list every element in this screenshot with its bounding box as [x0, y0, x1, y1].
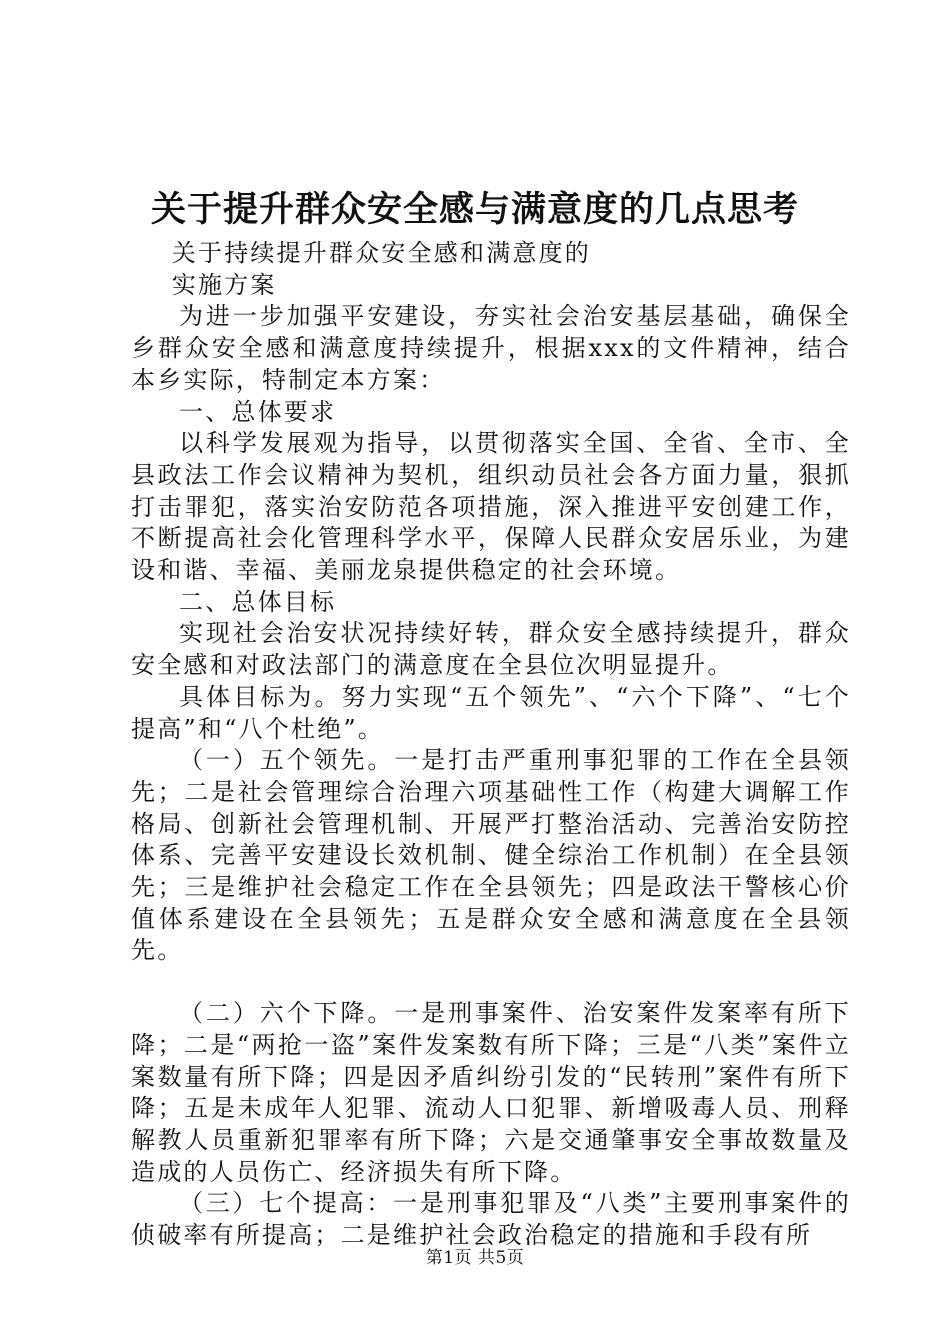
document-body: [131, 238, 851, 1252]
specific-goals-paragraph: 具体目标为。努力实现“五个领先”、“六个下降”、“七个提高”和“八个杜绝”。: [131, 682, 851, 743]
page-footer: 第1页 共5页: [425, 1248, 525, 1268]
document-title: 关于提升群众安全感与满意度的几点思考: [150, 189, 799, 230]
general-goals-paragraph: 实现社会治安状况持续好转，群众安全感持续提升，群众安全感和对政法部门的满意度在全县位次明显提升。: [131, 619, 851, 680]
subtitle-line-2: 实施方案: [171, 270, 277, 299]
section-heading-general-goals: 二、总体目标: [179, 587, 337, 616]
intro-paragraph: 为进一步加强平安建设，夯实社会治安基层基础，确保全乡群众安全感和满意度持续提升，根据xxx的文件精神，结合本乡实际，特制定本方案：: [131, 302, 851, 394]
six-declines-paragraph: （二）六个下降。一是刑事案件、治安案件发案率有所下降；二是“两抢一盗”案件发案数有所下降；三是“八类”案件立案数量有所下降；四是因矛盾纠纷引发的“民转刑”案件有所下降；五是未成年人犯罪、流动人口犯罪、新增吸毒人员、刑释解教人员重新犯罪率有所下降；六是交通肇事安全事故数量及造成的人员伤亡、经济损失有所下降。: [131, 999, 851, 1186]
five-leads-paragraph: （一）五个领先。一是打击严重刑事犯罪的工作在全县领先；二是社会管理综合治理六项基础性工作（构建大调解工作格局、创新社会管理机制、开展严打整治活动、完善治安防控体系、完善平安建设长效机制、健全综治工作机制）在全县领先；三是维护社会稳定工作在全县领先；四是政法干警核心价值体系建设在全县领先；五是群众安全感和满意度在全县领先。: [131, 746, 851, 965]
general-requirements-paragraph: 以科学发展观为指导，以贯彻落实全国、全省、全市、全县政法工作会议精神为契机，组织动员社会各方面力量，狠抓打击罪犯，落实治安防范各项措施，深入推进平安创建工作，不断提高社会化管理科学水平，保障人民群众安居乐业，为建设和谐、幸福、美丽龙泉提供稳定的社会环境。: [131, 429, 851, 585]
section-heading-general-requirements: 一、总体要求: [179, 397, 337, 426]
subtitle-line-1: 关于持续提升群众安全感和满意度的: [171, 239, 591, 267]
seven-improvements-paragraph: （三）七个提高：一是刑事犯罪及“八类”主要刑事案件的侦破率有所提高；二是维护社会政治稳定的措施和手段有所: [131, 1189, 851, 1250]
